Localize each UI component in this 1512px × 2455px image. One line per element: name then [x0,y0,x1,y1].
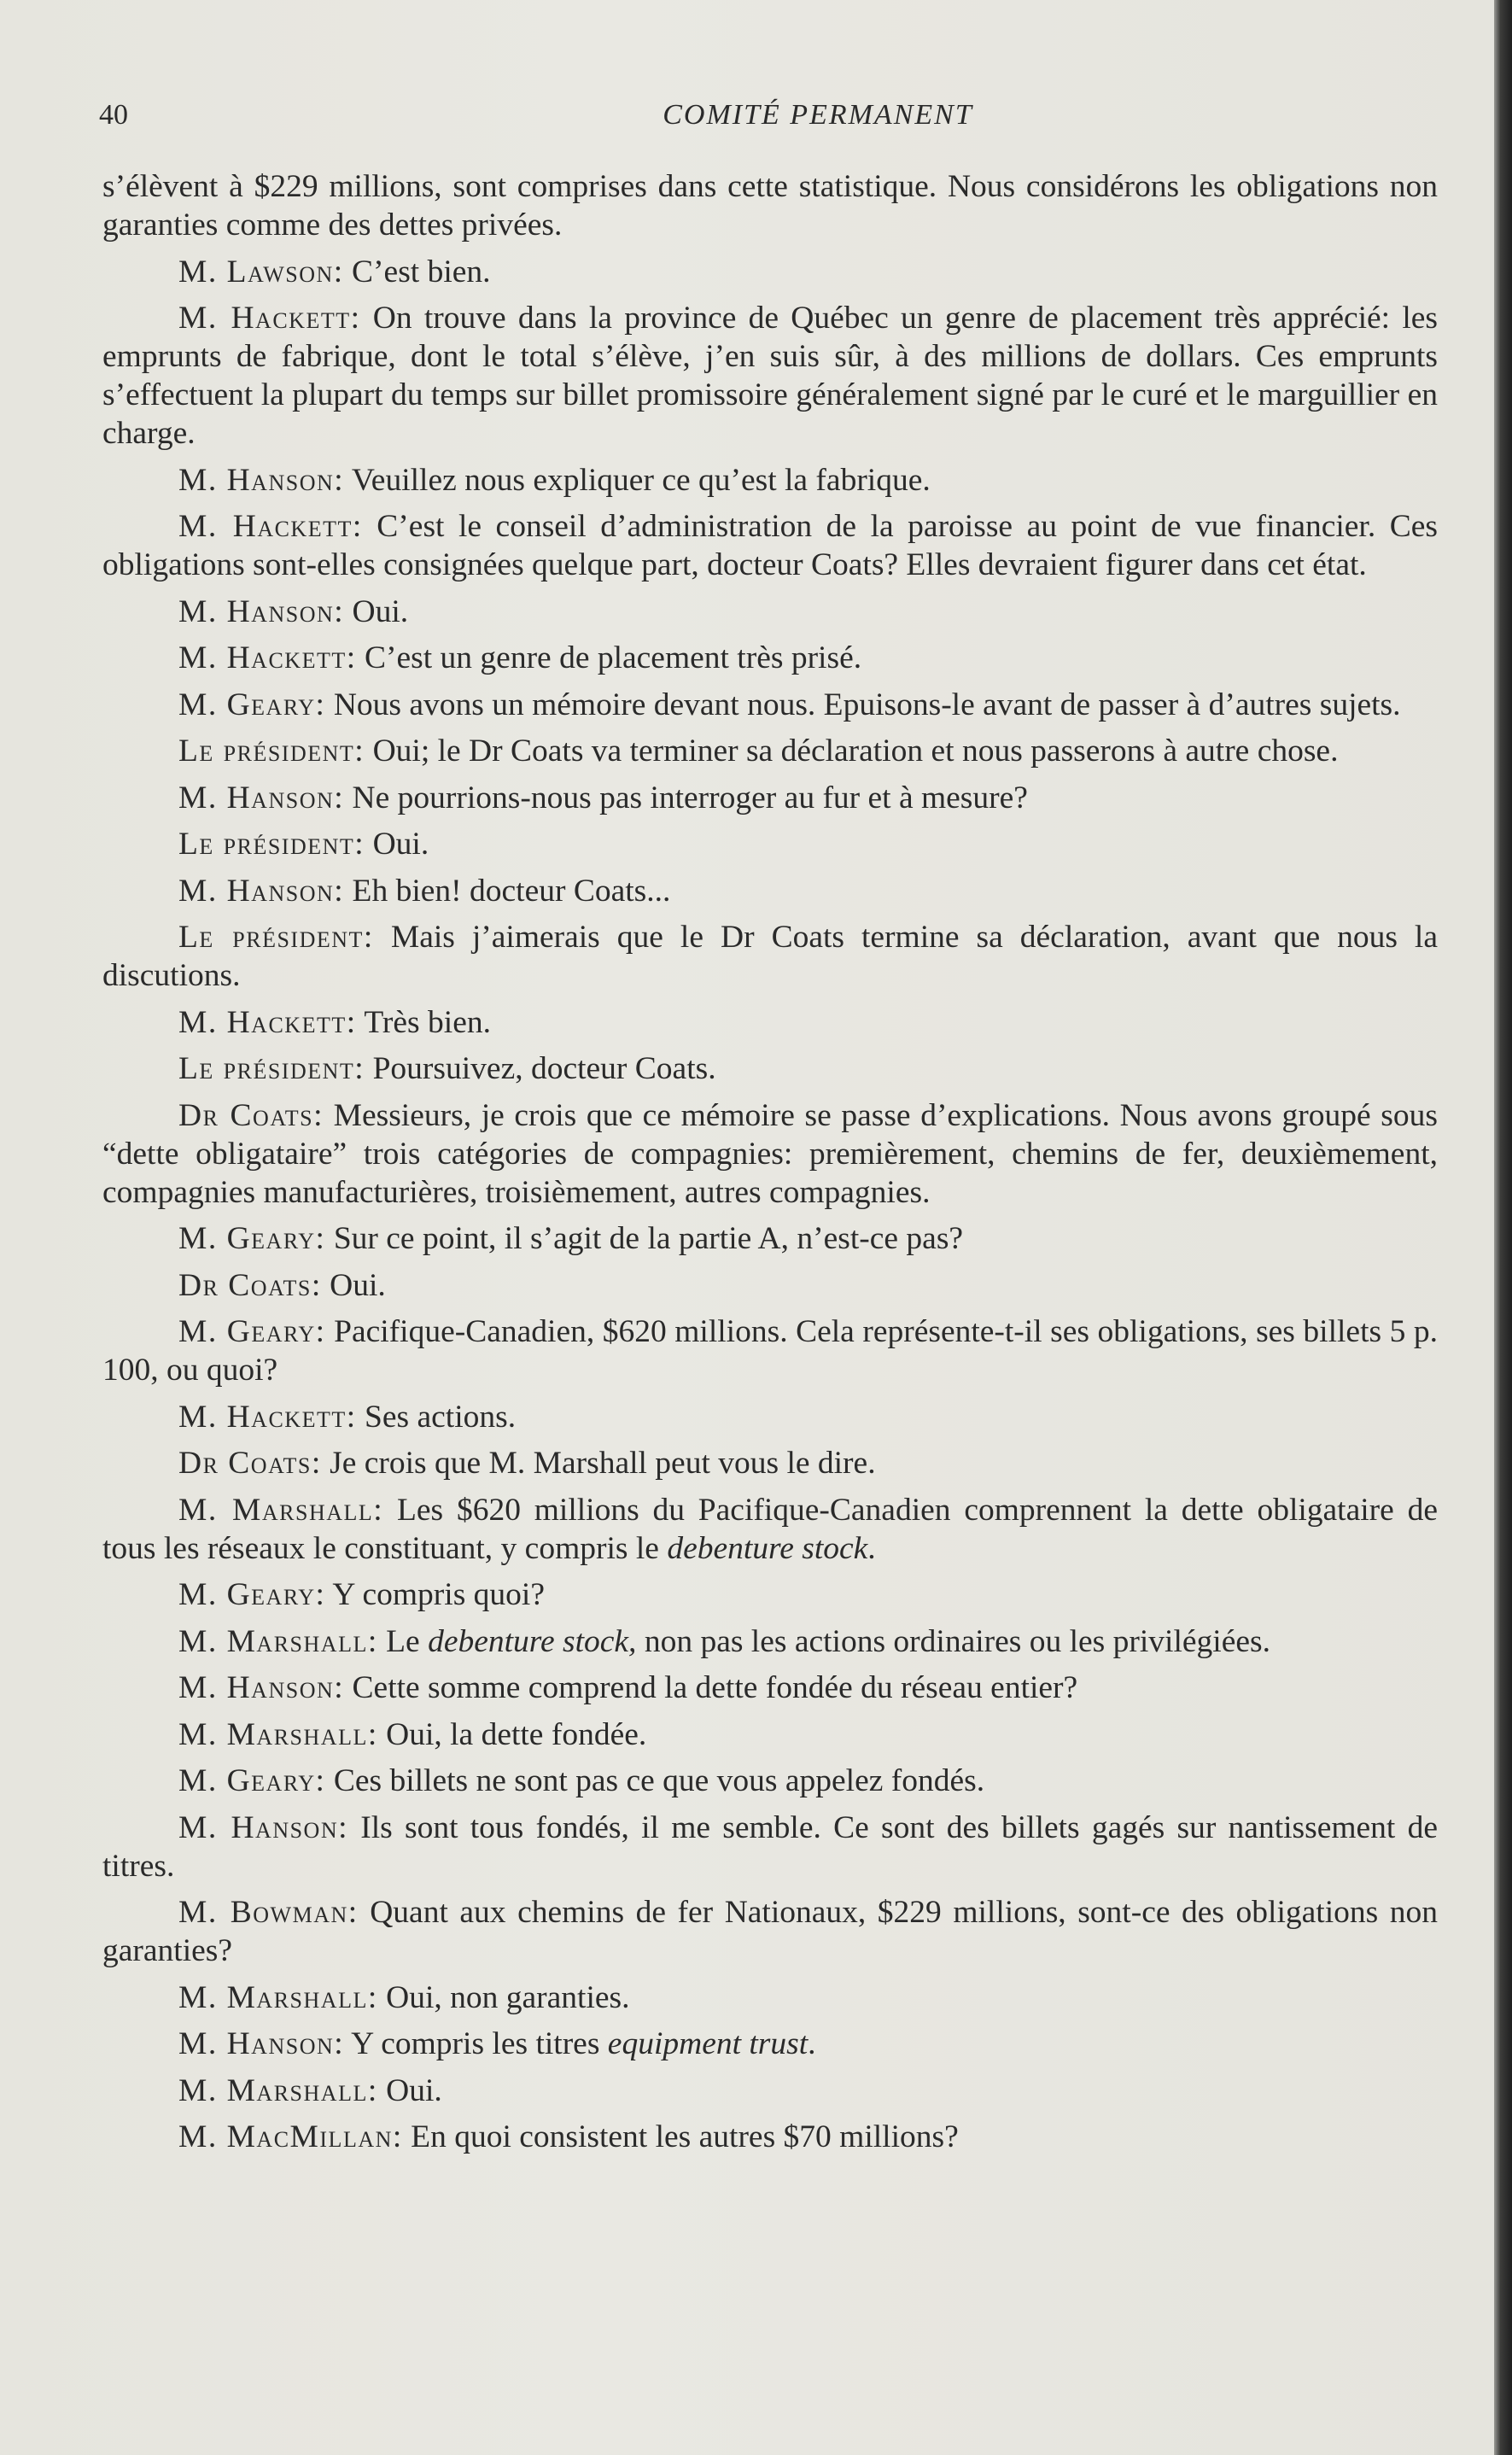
paragraph-text: Y compris les titres [344,2026,608,2061]
paragraph-text: Oui; le Dr Coats va terminer sa déclaration et nous passerons à autre chose. [365,734,1339,769]
speaker-name: M. Hackett: [178,301,361,336]
dialogue-paragraph [102,507,1438,584]
paragraph-text: C’est un genre de placement très prisé. [356,640,862,675]
dialogue-paragraph [102,918,1438,995]
dialogue-paragraph [102,1312,1438,1389]
speaker-name: M. Hackett: [178,1004,357,1040]
dialogue-paragraph [102,779,1438,817]
dialogue-paragraph [102,1398,1438,1436]
speaker-name: M. Marshall: [178,1716,378,1752]
dialogue-paragraph [102,1575,1438,1614]
dialogue-paragraph [102,1762,1438,1800]
speaker-name: Le président: [178,734,365,769]
italic-term: debenture stock [667,1530,868,1566]
speaker-name: M. Marshall: [178,1979,378,2015]
dialogue-paragraph [102,1809,1438,1885]
page-edge [1494,0,1512,2455]
paragraph-text: Oui. [344,593,409,629]
dialogue-paragraph [102,1491,1438,1568]
paragraph-text: Ces billets ne sont pas ce que vous appelez fondés. [325,1763,985,1798]
page-number: 40 [99,99,128,131]
speaker-name: M. Geary: [178,1314,326,1349]
dialogue-paragraph [102,461,1438,500]
speaker-name: M. Marshall: [178,2072,378,2108]
dialogue-paragraph [102,1444,1438,1482]
paragraph-text: Veuillez nous expliquer ce qu’est la fabrique. [344,462,931,498]
italic-term: equipment trust [607,2026,809,2061]
speaker-name: Dr Coats: [178,1446,322,1481]
dialogue-paragraph [102,825,1438,863]
speaker-name: M. Hanson: [178,780,345,815]
italic-term: debenture stock, [428,1623,637,1659]
dialogue-paragraph [102,1622,1438,1661]
speaker-name: M. Geary: [178,687,326,722]
speaker-name: M. Geary: [178,1763,326,1798]
paragraph-text: C’est bien. [343,254,491,289]
dialogue-paragraph [102,1096,1438,1212]
dialogue-paragraph [102,253,1438,291]
dialogue-paragraph [102,1219,1438,1258]
dialogue-paragraph [102,593,1438,631]
paragraph-text: Ils sont tous fondés, il me semble. Ce sont des billets gagés sur nantissement de titres. [102,1809,1438,1884]
paragraph-text: Poursuivez, docteur Coats. [365,1051,716,1086]
paragraph-text: Sur ce point, il s’agit de la partie A, n’est-ce pas? [325,1221,964,1256]
speaker-name: M. Bowman: [178,1895,359,1930]
paragraph-text: Ne pourrions-nous pas interroger au fur et à mesure? [344,780,1028,815]
paragraph-text: Mais j’aimerais que le Dr Coats termine sa déclaration, avant que nous la discutions. [102,920,1438,993]
running-head: COMITÉ PERMANENT [663,99,973,131]
paragraph-text: Y compris quoi? [325,1577,545,1612]
paragraph-text: Messieurs, je crois que ce mémoire se passe d’explications. Nous avons groupé sous “dette obligataire” trois catégories de compagnies: premièrement, chemins de fer, deuxièmement, compagnies manufacturières, troisièmement, autres compagnies. [102,1097,1438,1210]
dialogue-paragraph [102,1003,1438,1042]
paragraph-text: Pacifique-Canadien, $620 millions. Cela représente-t-il ses obligations, ses billets 5 p. 100, ou quoi? [102,1314,1439,1388]
speaker-name: M. Hanson: [178,593,345,629]
speaker-name: M. Hanson: [178,1809,349,1845]
speaker-name: M. Marshall: [178,1623,378,1659]
speaker-name: M. Hanson: [178,2026,345,2061]
dialogue-paragraph [102,1266,1438,1305]
dialogue-paragraph [102,872,1438,910]
paragraph-text: Cette somme comprend la dette fondée du réseau entier? [344,1670,1078,1705]
paragraph-text-tail: . [808,2026,816,2061]
paragraph-text: Oui. [365,827,429,862]
paragraph-text: Quant aux chemins de fer Nationaux, $229 millions, sont-ce des obligations non garanties? [102,1895,1439,1968]
dialogue-paragraph [102,1893,1438,1970]
paragraph-text: On trouve dans la province de Québec un genre de placement très apprécié: les emprunts de fabrique, dont le total s’élève, j’en suis sûr, à des millions de dollars. Ces emprunts s’effectuent la plupart du temps sur billet promissoire généralement signé par le curé et le marguillier en charge. [102,301,1438,451]
paragraph-text: Oui. [377,2072,442,2108]
speaker-name: M. Lawson: [178,254,344,289]
paragraph-text: C’est le conseil d’administration de la paroisse au point de vue financier. Ces obligations sont-elles consignées quelque part, docteur Coats? Elles devraient figurer dans cet état. [102,509,1438,582]
dialogue-paragraph [102,732,1438,770]
speaker-name: Le président: [178,1051,365,1086]
paragraph-text-tail: . [867,1530,876,1566]
speaker-name: M. Hanson: [178,462,345,498]
speaker-name: M. Hackett: [178,1399,357,1435]
dialogue-paragraph [102,2118,1438,2156]
paragraph-text: En quoi consistent les autres $70 millions? [402,2119,959,2154]
dialogue-paragraph [102,1716,1438,1754]
dialogue-paragraph [102,299,1438,453]
speaker-name: Dr Coats: [178,1267,322,1303]
paragraph-text: Les $620 millions du Pacifique-Canadien comprennent la dette obligataire de tous les réseaux le constituant, y compris le [102,1492,1438,1566]
speaker-name: M. Marshall: [178,1492,384,1528]
speaker-name: M. Hackett: [178,640,357,675]
paragraph-text: Ses actions. [356,1399,517,1435]
paragraph-text: Nous avons un mémoire devant nous. Epuisons-le avant de passer à d’autres sujets. [325,687,1401,722]
paragraph-text: Je crois que M. Marshall peut vous le dire. [321,1446,876,1481]
dialogue-paragraph [102,1049,1438,1088]
speaker-name: M. Hanson: [178,1670,345,1705]
speaker-name: Le président: [178,920,374,955]
paragraph-text: Oui, la dette fondée. [377,1716,647,1752]
paragraph-text: Oui. [321,1267,386,1303]
paragraph-text: Très bien. [356,1004,491,1040]
speaker-name: M. Geary: [178,1577,326,1612]
speaker-name: M. Hackett: [178,509,363,544]
paragraph-text: s’élèvent à $229 millions, sont comprises dans cette statistique. Nous considérons les obligations non garanties comme des dettes privées. [102,169,1438,243]
dialogue-paragraph [102,639,1438,677]
speaker-name: Le président: [178,827,365,862]
transcript-body [102,167,1438,2165]
paragraph-text: Eh bien! docteur Coats... [344,873,671,909]
speaker-name: M. Hanson: [178,873,345,909]
paragraph-text-tail: non pas les actions ordinaires ou les privilégiées. [636,1623,1270,1659]
dialogue-paragraph [102,686,1438,724]
dialogue-paragraph [102,1669,1438,1707]
speaker-name: M. Geary: [178,1221,326,1256]
dialogue-paragraph [102,2025,1438,2063]
paragraph-text: Le [377,1623,429,1659]
dialogue-paragraph [102,2072,1438,2110]
paragraph-text: Oui, non garanties. [377,1979,630,2015]
speaker-name: Dr Coats: [178,1097,324,1133]
page-header [96,96,1438,138]
speaker-name: M. MacMillan: [178,2119,403,2154]
dialogue-paragraph [102,167,1438,244]
dialogue-paragraph [102,1979,1438,2017]
